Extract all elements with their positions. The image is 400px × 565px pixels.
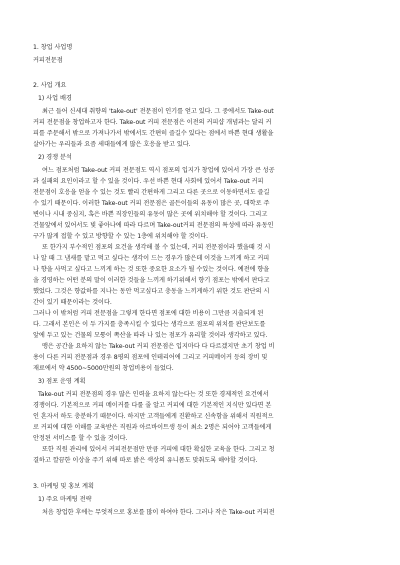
text-line: 살아가는 우리들과 요즘 세대들에게 많은 호응을 받고 있다. xyxy=(33,141,191,148)
text-line: 피를 주문해서 밖으로 가져나가서 밖에서도 간편히 즐길수 있다는 점에서 바쁜 현대 생활을 xyxy=(33,130,274,137)
text-line: 나 향을 사먹고 싶다고 느끼게 하는 것 또한 중요한 요소가 될 수있는 것이다. 예전에 향을 xyxy=(33,266,270,273)
text-line: 1) 사업 배경 xyxy=(38,95,72,102)
text-line: 간이 있기 때문이라는 것이다. xyxy=(33,299,112,306)
text-line: 나 알 때 그 냄새를 맡고 먹고 싶다는 생각이 드는 경우가 많은데 이것을 느끼게 하고 커피 xyxy=(33,255,270,262)
text-line: 최근 들어 신세대 취향의 'take-out' 전문점이 인기를 얻고 있다. 그 중에서도 Take-out xyxy=(42,108,274,115)
text-line: Take-out 커피 전문점의 경우 많은 인력을 요하지 않는다는 것 또한 경제적인 요건에서 xyxy=(38,391,269,398)
text-line: 여느 점포처럼 Take-out 커피 전문점도 역시 점포의 입지가 창업에 있어서 가장 큰 성공 xyxy=(42,167,275,174)
text-line: 로 커피에 대한 이해를 교육받은 직원과 아르바이트생 등이 최소 2명은 되어야 고객들에게 xyxy=(33,424,272,431)
text-line: 1. 창업 사업명 xyxy=(33,44,73,51)
text-line: 앞에 두고 있는 건물의 모퉁이 쪽산을 따라 나 있는 점포가 유리할 것이라 생각하고 있다. xyxy=(33,332,268,339)
text-line: 용이 다른 커피 전문점과 경우 8평의 점포에 인테리어에 그리고 커피메이커 등의 장비 및 xyxy=(33,354,268,361)
text-line: 처음 창업한 후에는 무엇적으로 홍보를 많이 하여야 한다. 그러나 작은 Take-out 커피전 xyxy=(42,509,275,516)
text-line: 맹은 공간을 요하지 않는 Take-out 커피 전문점은 입지마다 다 다르겠지만 초기 창업 비 xyxy=(42,343,275,350)
text-line: 3. 마케팅 및 홍보 계획 xyxy=(33,483,94,490)
text-line: 재료에서 약 4500~5000만원의 창업비용이 들었다. xyxy=(33,365,174,372)
text-line: 을 경영하는 어떤 분의 말이 이러한 것들을 느끼게 하기위해서 향기 점포는 밖에서 판다고 xyxy=(33,277,270,284)
text-line: 커피전문점 xyxy=(33,57,63,64)
text-line: 1) 주요 마케팅 전략 xyxy=(38,496,92,503)
text-line: 인 혼자서 하도 충분하기 때문이다. 하지만 고객들에게 진환하고 신속함을 위해서 직원적으 xyxy=(33,413,274,420)
text-line: 전문점이 호응을 얻을 수 있는 것도 빨리 간편하게 그리고 다른 곳으로 이동하면서도 즐길 xyxy=(33,189,270,196)
text-line: 수 있기 때문이다. 이러한 Take-out 커피 전문점은 골든이들의 유동이 많은 곳, 대학로 주 xyxy=(33,200,270,207)
text-line: 안정된 서비스를 할 수 있을 것이다. xyxy=(33,435,128,442)
text-line: 커피 전문점을 창업하고자 한다. Take-out 커피 전문점은 이전의 커피샵 개념과는 달리 커 xyxy=(33,119,272,126)
text-line: 다. 그래서 본인은 이 두 가지를 충족시킬 수 있다는 생각으로 점포의 위치를 판단보도를 xyxy=(33,321,266,328)
text-line: 변이나 시내 중심지, 혹은 바쁜 직장인들의 유동이 많은 곳에 위치해야 할 것이다. 그리고 xyxy=(33,211,268,218)
text-line: 2. 사업 개요 xyxy=(33,82,67,89)
text-line: 또한 직원 관리에 있어서 커피전문점만 만큼 커피에 대한 확실한 교육을 한다. 그리고 청 xyxy=(42,446,275,453)
text-line: 또 한가지 부수적인 점포의 요건을 생각해 볼 수 있는데, 커피 전문점이라 했을때 것 시 xyxy=(42,244,271,251)
text-line: 했었다. 그것은 향값하를 지나는 동안 먹고싶다고 충동을 느끼게하기 위한 것도 판단의 시 xyxy=(33,288,270,295)
text-line: 과 실패의 요인이라고 할 수 있을 것이다. 우선 바쁜 현대 사회에 있어서 Take-out 커피 xyxy=(33,178,264,185)
text-line: 3) 점포 운영 계획 xyxy=(38,378,86,385)
text-line: 결하고 깔끔한 이상을 주기 위해 따로 밝은 색상의 유니폼도 맞춰도록 해야할 것이다. xyxy=(33,457,258,464)
text-line: 구가 많게 접할 수 있고 방향할 수 있는 1층에 위치해야 할 것이다. xyxy=(33,233,209,240)
text-line: 경쟁이다. 기본적으로 커피 메이커를 다룰 줄 알고 커피에 대한 기본적인 지식만 있다면 본 xyxy=(33,402,272,409)
text-line: 그러나 이 밖처럼 커피 전문점을 그렇게 한다면 점포에 대한 비용이 그만큼 지출되게 된 xyxy=(33,310,264,317)
text-line: 건물앞에서 있어서도 빛 좋아나에 따라 다르며 Take-out커피 전문점의 특성에 따라 유동인 xyxy=(33,222,274,229)
text-line: 2) 경쟁 분석 xyxy=(38,154,72,161)
